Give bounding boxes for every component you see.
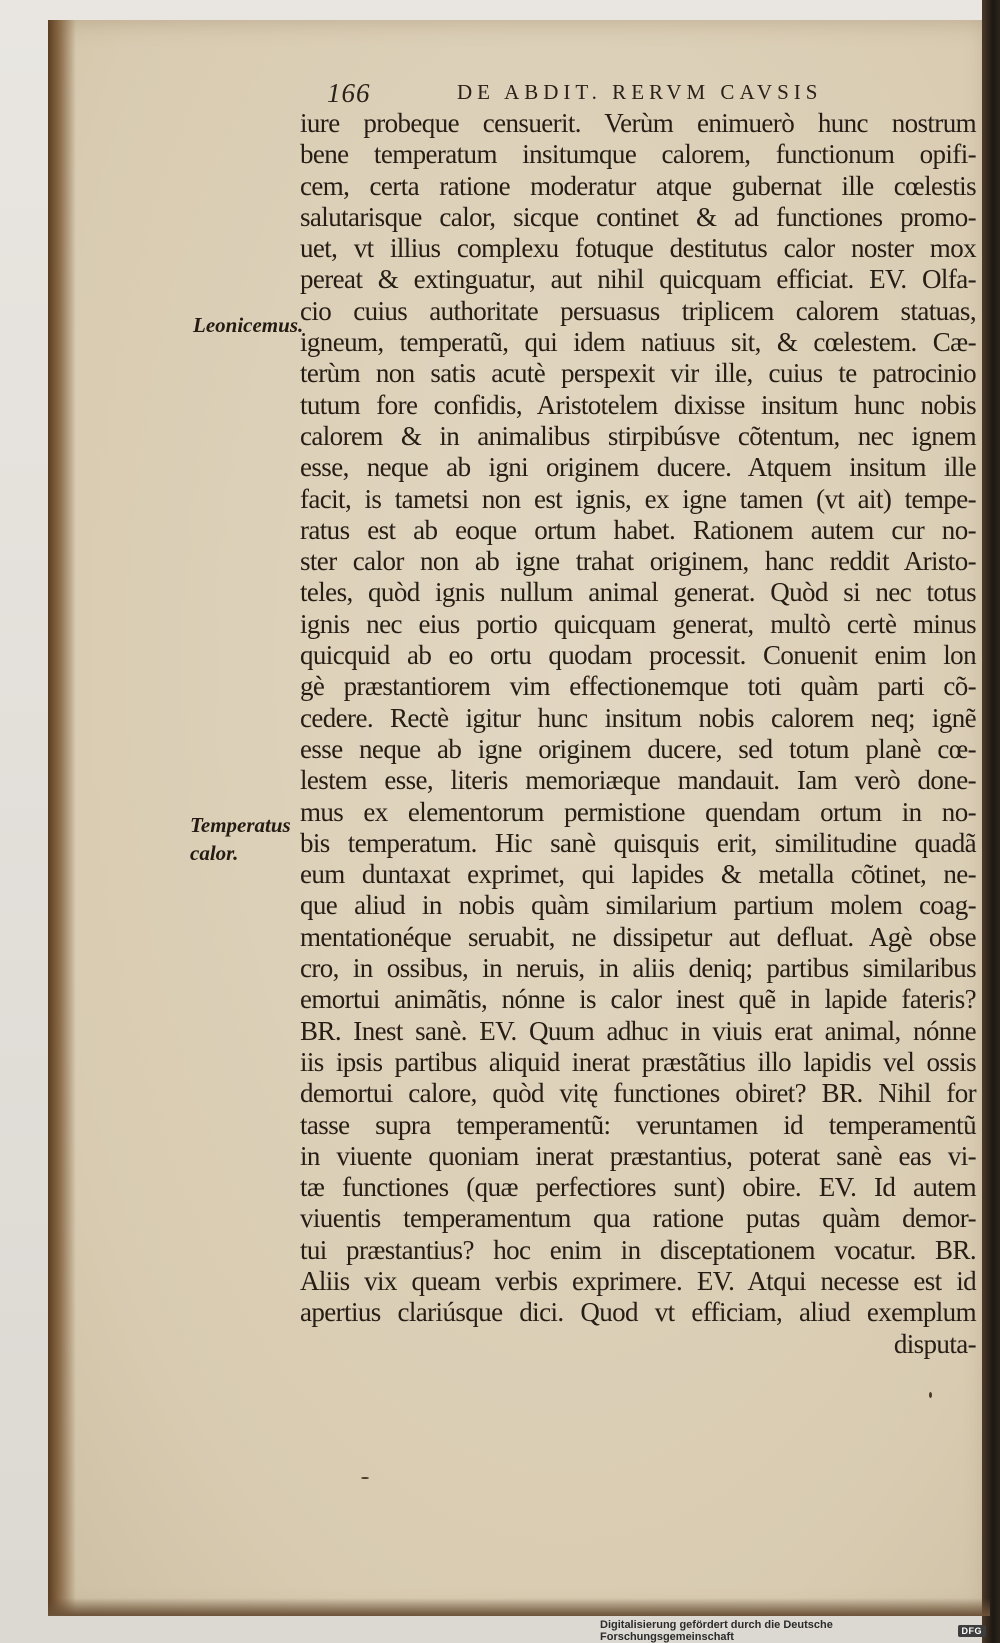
text-line: in viuente quoniam inerat præstantius, poterat sanè eas vi-: [300, 1140, 976, 1171]
running-title: DE ABDIT. RERVM CAVSIS: [457, 80, 823, 104]
credit-text: Digitalisierung gefördert durch die Deutsche Forschungsgemeinschaft: [600, 1619, 833, 1643]
text-line: gè præstantiorem vim effectionemque toti quàm parti cõ-: [300, 671, 976, 702]
text-line: apertius clariúsque dici. Quod vt efficiam, aliud exemplum: [300, 1297, 976, 1328]
body-text: [300, 108, 976, 1360]
text-line: bis temperatum. Hic sanè quisquis erit, similitudine quadã: [300, 827, 976, 858]
text-line: tui præstantius? hoc enim in disceptationem vocatur. BR.: [300, 1234, 976, 1265]
text-line: cio cuius authoritate persuasus triplicem calorem statuas,: [300, 295, 976, 326]
text-line: demortui calore, quòd vitę functiones obiret? BR. Nihil for: [300, 1078, 976, 1109]
ink-speck: [929, 1392, 932, 1398]
text-line: esse neque ab igne originem ducere, sed totum planè cœ-: [300, 733, 976, 764]
text-line: calorem & in animalibus stirpibúsve cõtentum, nec ignem: [300, 420, 976, 451]
text-line: esse, neque ab igni originem ducere. Atquem insitum ille: [300, 452, 976, 483]
digitization-credit: [600, 1619, 986, 1643]
text-line: iure probeque censuerit. Verùm enimuerò hunc nostrum: [300, 108, 976, 138]
marginal-note-temperatus-calor: [190, 811, 291, 867]
text-line: bene temperatum insitumque calorem, functionum opifi-: [300, 139, 976, 170]
page-number: 166: [327, 78, 371, 108]
text-line: iis ipsis partibus aliquid inerat præstãtius illo lapidis vel ossis: [300, 1046, 976, 1077]
page-edge-bottom: [48, 1598, 990, 1616]
text-line: terùm non satis acutè perspexit vir ille, cuius te patrocinio: [300, 358, 976, 389]
text-line: tutum fore confidis, Aristotelem dixisse insitum hunc nobis: [300, 389, 976, 420]
text-line: cedere. Rectè igitur hunc insitum nobis calorem neq; ignẽ: [300, 702, 976, 733]
text-line: emortui animãtis, nónne is calor inest quẽ in lapide fateris?: [300, 984, 976, 1015]
catchword: disputa-: [893, 1328, 976, 1359]
text-line: lestem esse, literis memoriæque mandauit. Iam verò done-: [300, 765, 976, 796]
text-line: pereat & extinguatur, aut nihil quicquam efficiat. EV. Olfa-: [300, 264, 976, 295]
text-line: cro, in ossibus, in neruis, in aliis deniq; partibus similaribus: [300, 953, 976, 984]
text-line: mus ex elementorum permistione quendam ortum in no-: [300, 796, 976, 827]
text-line: ratus est ab eoque ortum habet. Rationem autem cur no-: [300, 514, 976, 545]
text-line: quicquid ab eo ortu quodam processit. Conuenit enim lon: [300, 640, 976, 671]
page-edge-right: [982, 0, 1000, 1643]
text-line: ster calor non ab igne trahat originem, hanc reddit Aristo-: [300, 546, 976, 577]
text-line: teles, quòd ignis nullum animal generat. Quòd si nec totus: [300, 577, 976, 608]
text-line: igneum, temperatũ, qui idem natiuus sit, & cœlestem. Cæ-: [300, 327, 976, 358]
marginal-note-leonicemus: Leonicemus.: [193, 313, 304, 337]
text-line: salutarisque calor, sicque continet & ad functiones promo-: [300, 201, 976, 232]
text-line: cem, certa ratione moderatur atque gubernat ille cœlestis: [300, 170, 976, 201]
ink-speck: [361, 1477, 369, 1479]
marginal-note-line: Temperatus: [190, 813, 291, 837]
text-line: facit, is tametsi non est ignis, ex igne tamen (vt ait) tempe-: [300, 483, 976, 514]
text-line: viuentis temperamentum qua ratione putas quàm demor-: [300, 1203, 976, 1234]
dfg-logo: DFG: [958, 1625, 987, 1637]
text-line: mentationéque seruabit, ne dissipetur aut defluat. Agè obse: [300, 921, 976, 952]
text-line: tasse supra temperamentũ: veruntamen id temperamentũ: [300, 1109, 976, 1140]
text-line: ignis nec eius portio quicquam generat, multò certè minus: [300, 608, 976, 639]
page-gutter-shadow: [48, 20, 76, 1615]
text-line: eum duntaxat exprimet, qui lapides & metalla cõtinet, ne-: [300, 859, 976, 890]
text-line: Aliis vix queam verbis exprimere. EV. Atqui necesse est id: [300, 1265, 976, 1296]
text-line: uet, vt illius complexu fotuque destitutus calor noster mox: [300, 233, 976, 264]
text-line: BR. Inest sanè. EV. Quum adhuc in viuis erat animal, nónne: [300, 1015, 976, 1046]
marginal-note-line: calor.: [190, 841, 239, 865]
text-line: que aliud in nobis quàm similarium partium molem coag-: [300, 890, 976, 921]
text-line: tæ functiones (quæ perfectiores sunt) obire. EV. Id autem: [300, 1172, 976, 1203]
